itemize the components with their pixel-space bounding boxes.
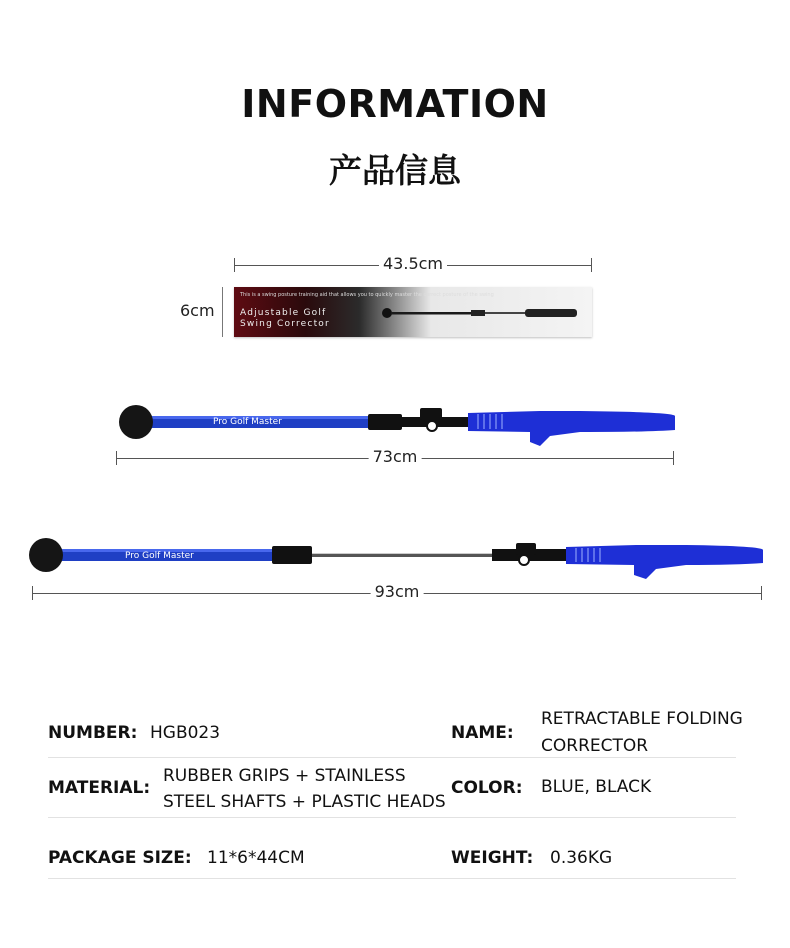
- package-size-label: PACKAGE SIZE:: [48, 848, 192, 868]
- box-height-tick: [222, 287, 223, 337]
- short-grip: [468, 411, 675, 446]
- long-brand-label: Pro Golf Master: [125, 551, 194, 561]
- short-brand-label: Pro Golf Master: [213, 417, 282, 427]
- material-value-line-1: RUBBER GRIPS + STAINLESS: [163, 766, 406, 786]
- divider-3: [48, 878, 736, 879]
- name-value-line-1: RETRACTABLE FOLDING: [541, 709, 743, 729]
- short-trainer-illustration: [110, 402, 680, 448]
- number-value: HGB023: [150, 723, 221, 743]
- divider-1: [48, 757, 736, 758]
- short-joint: [368, 414, 402, 430]
- color-value: BLUE, BLACK: [541, 777, 652, 797]
- name-label: NAME:: [451, 723, 514, 743]
- box-trainer-illustration: [234, 287, 592, 337]
- material-label: MATERIAL:: [48, 778, 151, 798]
- long-length-dimension: [32, 582, 762, 601]
- package-size-value: 11*6*44CM: [207, 848, 305, 868]
- weight-label: WEIGHT:: [451, 848, 534, 868]
- number-label: NUMBER:: [48, 723, 138, 743]
- page-title: INFORMATION: [241, 82, 549, 126]
- long-ball-head: [29, 538, 63, 572]
- box-height-label: 6cm: [180, 301, 215, 320]
- material-value-line-2: STEEL SHAFTS + PLASTIC HEADS: [163, 792, 446, 812]
- long-length-label: 93cm: [371, 582, 424, 601]
- box-name-line-2: Swing Corrector: [240, 319, 330, 329]
- box-length-dimension: [234, 254, 592, 273]
- page-subtitle: 产品信息: [329, 151, 461, 190]
- box-length-label: 43.5cm: [379, 254, 447, 273]
- box-name-line-1: Adjustable Golf: [240, 308, 327, 318]
- name-value-line-2: CORRECTOR: [541, 736, 649, 756]
- short-length-label: 73cm: [369, 447, 422, 466]
- short-length-dimension: [116, 447, 674, 466]
- short-ball-head: [119, 405, 153, 439]
- package-box-image: [234, 287, 592, 337]
- weight-value: 0.36KG: [550, 848, 613, 868]
- box-small-text: This is a swing posture training aid that allows you to quickly master the correct posture of the swing: [240, 292, 494, 298]
- long-grip: [566, 545, 763, 579]
- divider-2: [48, 817, 736, 818]
- long-joint: [272, 546, 312, 564]
- color-label: COLOR:: [451, 778, 523, 798]
